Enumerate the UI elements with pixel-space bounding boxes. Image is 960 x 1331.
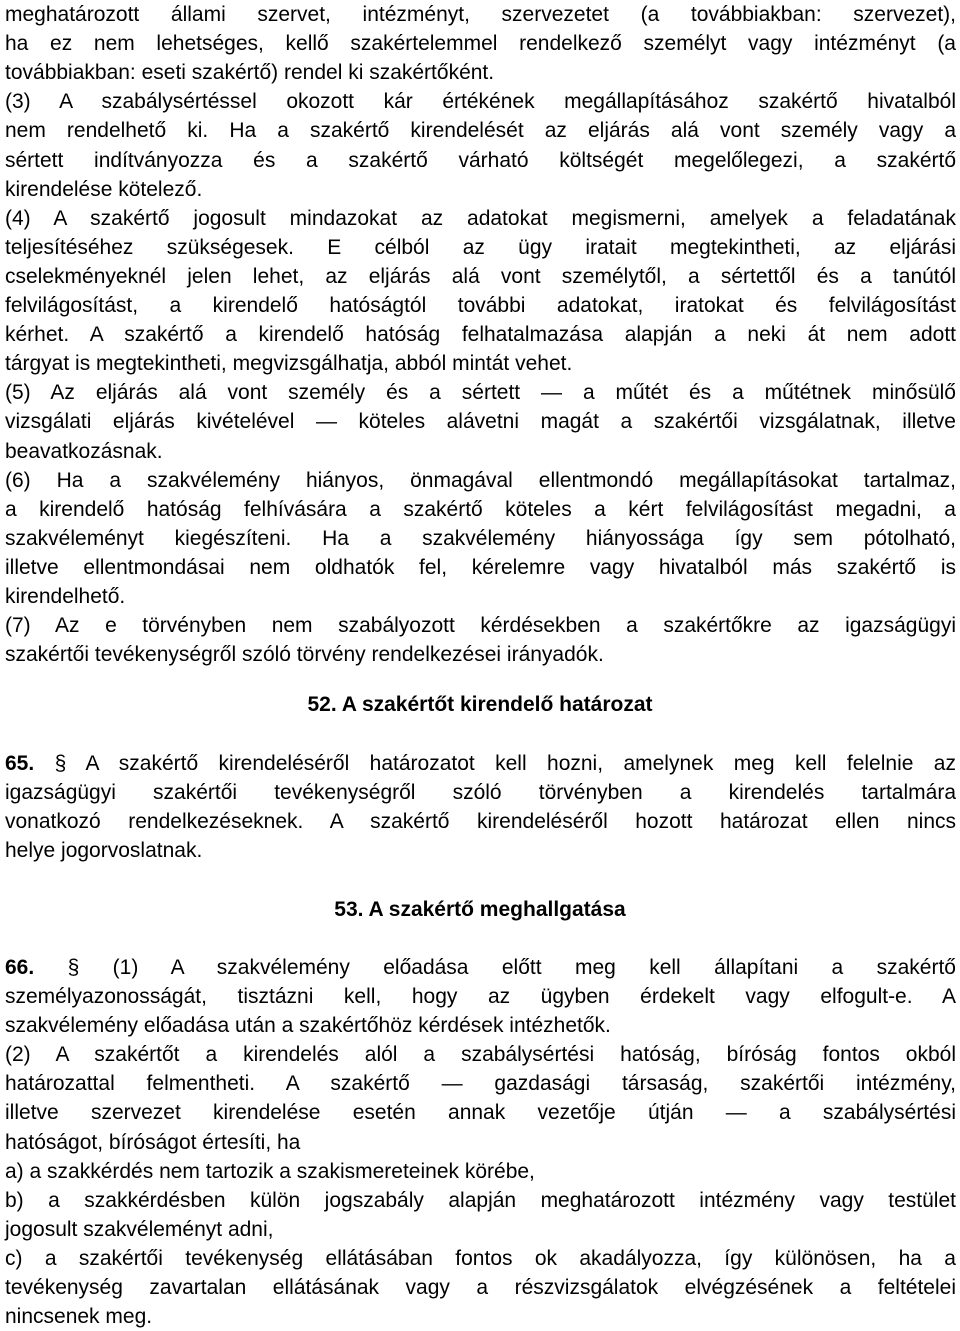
section-66-text-line: illetve szervezet kirendelése esetén annak vezetője útján — a szabálysértési (5, 1101, 956, 1124)
section-66-text-line: jogosult szakvéleményt adni, (5, 1218, 274, 1241)
body-text-line: (4) A szakértő jogosult mindazokat az adatokat megismerni, amelyek a feladatának (5, 207, 956, 230)
section-heading-52: 52. A szakértőt kirendelő határozat (307, 693, 653, 716)
section-mark-icon: § (67, 956, 80, 979)
section-66-text-line: nincsenek meg. (5, 1305, 153, 1328)
section-65-text-line: helye jogorvoslatnak. (5, 839, 203, 862)
section-66-first-line (5, 953, 956, 982)
body-text-line: (3) A szabálysértéssel okozott kár értékének megállapításához szakértő hivatalból (5, 90, 956, 113)
body-text-line: (7) Az e törvényben nem szabályozott kérdésekben a szakértőkre az igazságügyi (5, 614, 956, 637)
body-text-line: vizsgálati eljárás kivételével — köteles alávetni magát a szakértői vizsgálatnak, illetve (5, 410, 956, 433)
section-65-first-line (5, 749, 956, 778)
section-65-text-line: igazságügyi szakértői tevékenységről szóló törvényben a kirendelés tartalmára (5, 781, 956, 804)
body-text-line: továbbiakban: eseti szakértő) rendel ki szakértőként. (5, 61, 495, 84)
section-65-number: 65. (5, 752, 35, 775)
body-text-line: a kirendelő hatóság felhívására a szakértő köteles a kért felvilágosítást megadni, a (5, 498, 956, 521)
section-66-text-line: határozattal felmentheti. A szakértő — gazdasági társaság, szakértői intézmény, (5, 1072, 956, 1095)
body-text-line: sértett indítványozza és a szakértő várható költségét megelőlegezi, a szakértő (5, 149, 956, 172)
body-text-line: illetve ellentmondásai nem oldhatók fel, kérelemre vagy hivatalból más szakértő is (5, 556, 956, 579)
section-66-text: (1) A szakvélemény előadása előtt meg kell állapítani a szakértő (112, 956, 956, 979)
body-text-line: szakvéleményt kiegészíteni. Ha a szakvélemény hiányossága így sem pótolható, (5, 527, 956, 550)
body-text-line: (6) Ha a szakvélemény hiányos, önmagával ellentmondó megállapításokat tartalmaz, (5, 469, 956, 492)
body-text-line: beavatkozásnak. (5, 440, 163, 463)
section-66-text-line: b) a szakkérdésben külön jogszabály alapján meghatározott intézmény vagy testület (5, 1189, 956, 1212)
body-text-line: (5) Az eljárás alá vont személy és a sértett — a műtét és a műtétnek minősülő (5, 381, 956, 404)
body-text-line: kirendelhető. (5, 585, 126, 608)
section-66-number: 66. (5, 956, 35, 979)
body-text-line: meghatározott állami szervet, intézményt, szervezetet (a továbbiakban: szervezet), (5, 3, 956, 26)
body-text-line: kirendelése kötelező. (5, 178, 203, 201)
section-66-text-line: c) a szakértői tevékenység ellátásában fontos ok akadályozza, így különösen, ha a (5, 1247, 956, 1270)
body-text-line: szakértői tevékenységről szóló törvény rendelkezései irányadók. (5, 643, 604, 666)
section-66-text-line: hatóságot, bíróságot értesíti, ha (5, 1131, 301, 1154)
body-text-line: nem rendelhető ki. Ha a szakértő kirendelését az eljárás alá vont személy vagy a (5, 119, 956, 142)
body-text-line: kérhet. A szakértő a kirendelő hatóság felhatalmazása alapján a neki át nem adott (5, 323, 956, 346)
body-text-line: tárgyat is megtekintheti, megvizsgálhatja, abból mintát vehet. (5, 352, 573, 375)
section-65-text: A szakértő kirendeléséről határozatot kell hozni, amelynek meg kell felelnie az (85, 752, 956, 775)
section-66-text-line: tevékenység zavartalan ellátásának vagy a részvizsgálatok elvégzésének a feltételei (5, 1276, 956, 1299)
section-66-text-line: személyazonosságát, tisztázni kell, hogy az ügyben érdekelt vagy elfogult-e. A (5, 985, 956, 1008)
body-text-line: felvilágosítást, a kirendelő hatóságtól további adatokat, iratokat és felvilágosítást (5, 294, 956, 317)
section-66-text-line: (2) A szakértőt a kirendelés alól a szabálysértési hatóság, bíróság fontos okból (5, 1043, 956, 1066)
body-text-line: teljesítéséhez szükségesek. E célból az ügy iratait megtekintheti, az eljárási (5, 236, 956, 259)
section-heading-53: 53. A szakértő meghallgatása (334, 898, 626, 921)
section-66-text-line: szakvélemény előadása után a szakértőhöz kérdések intézhetők. (5, 1014, 611, 1037)
body-text-line: cselekményeknél jelen lehet, az eljárás alá vont személytől, a sértettől és a tanútól (5, 265, 956, 288)
section-mark-icon: § (54, 752, 67, 775)
section-65-text-line: vonatkozó rendelkezéseknek. A szakértő kirendeléséről hozott határozat ellen nincs (5, 810, 956, 833)
body-text-line: ha ez nem lehetséges, kellő szakértelemmel rendelkező személyt vagy intézményt (a (5, 32, 956, 55)
section-66-text-line: a) a szakkérdés nem tartozik a szakismereteinek körébe, (5, 1160, 535, 1183)
